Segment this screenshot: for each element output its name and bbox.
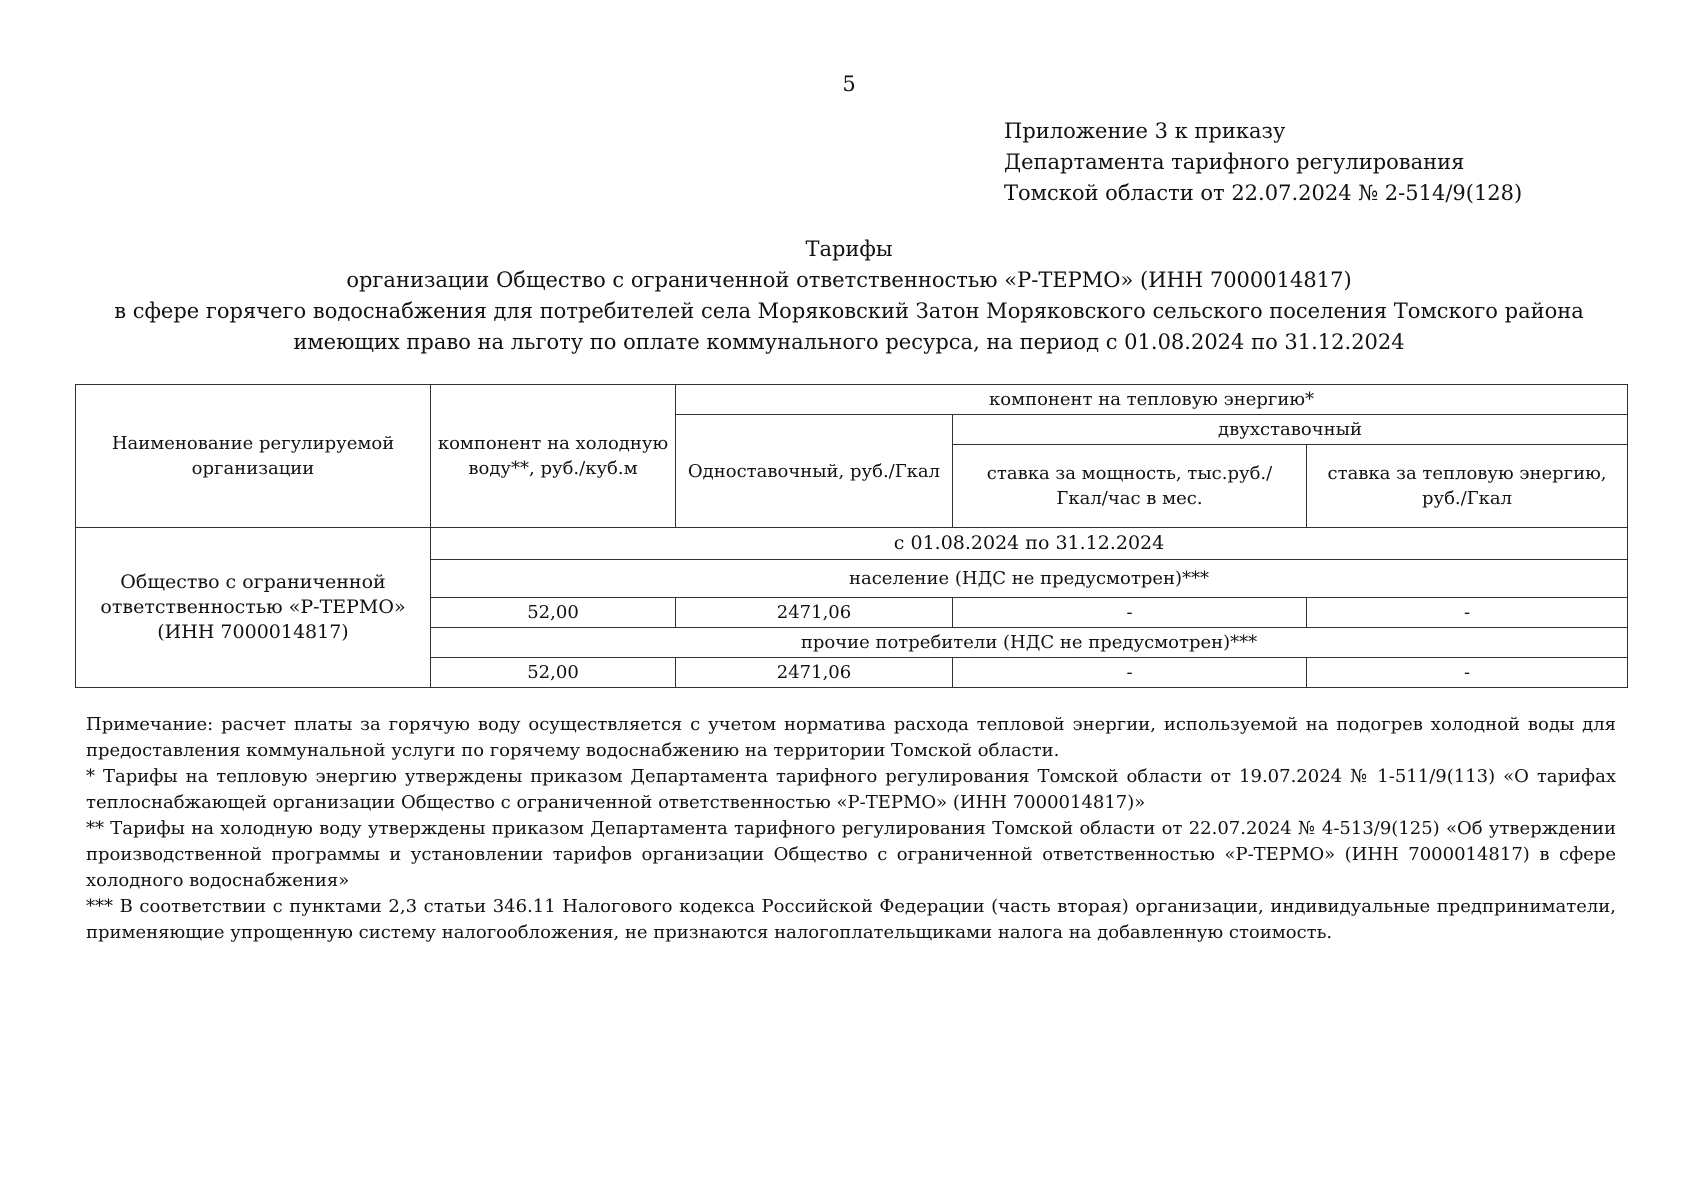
organization-cell: Общество с ограниченной ответственностью «Р-ТЕРМО» (ИНН 7000014817) (76, 528, 431, 688)
footnotes (86, 712, 1616, 946)
header-row (76, 385, 1628, 415)
appendix-line: Департамента тарифного регулирования (1004, 150, 1465, 174)
header-org-name: Наименование регулируемой организации (76, 385, 431, 528)
header-cold-water: компонент на холодную воду**, руб./куб.м (431, 385, 676, 528)
document-title (0, 234, 1698, 358)
title-heading: Тарифы (805, 237, 893, 261)
title-line: имеющих право на льготу по оплате коммунального ресурса, на период с 01.08.2024 по 31.12.2024 (293, 330, 1405, 354)
capacity-rate-value: - (953, 658, 1307, 688)
footnote-paragraph: *** В соответствии с пунктами 2,3 статьи 346.11 Налогового кодекса Российской Федерации (часть вторая) организации, индивидуальные предприниматели, применяющие упрощенную систему налогообложения, не признаются налогоплательщиками налога на добавленную стоимость. (86, 896, 1616, 943)
cold-water-value: 52,00 (431, 598, 676, 628)
header-two-part: двухставочный (953, 415, 1628, 445)
header-energy-rate: ставка за тепловую энергию, руб./Гкал (1307, 445, 1628, 528)
header-single-rate: Одноставочный, руб./Гкал (676, 415, 953, 528)
note-paragraph: Примечание: расчет платы за горячую воду осуществляется с учетом норматива расхода тепловой энергии, используемой на подогрев холодной воды для предоставления коммунальной услуги по горячему водоснабжению на территории Томской области. (86, 714, 1616, 761)
period-row (76, 528, 1628, 560)
footnote-paragraph: ** Тарифы на холодную воду утверждены приказом Департамента тарифного регулирования Томской области от 22.07.2024 № 4-513/9(125) «Об утверждении производственной программы и установлении тарифов организации Общество с ограниченной ответственностью «Р-ТЕРМО» (ИНН 7000014817) в сфере холодного водоснабжения» (86, 818, 1616, 891)
footnote-paragraph: * Тарифы на тепловую энергию утверждены приказом Департамента тарифного регулирования Томской области от 19.07.2024 № 1-511/9(113) «О тарифах теплоснабжающей организации Общество с ограниченной ответственностью «Р-ТЕРМО» (ИНН 7000014817)» (86, 766, 1616, 813)
appendix-reference (1004, 116, 1522, 209)
group-label: население (НДС не предусмотрен)*** (431, 560, 1628, 598)
energy-rate-value: - (1307, 658, 1628, 688)
header-heat-component: компонент на тепловую энергию* (676, 385, 1628, 415)
appendix-line: Томской области от 22.07.2024 № 2-514/9(128) (1004, 181, 1523, 205)
single-rate-value: 2471,06 (676, 598, 953, 628)
capacity-rate-value: - (953, 598, 1307, 628)
tariff-table (75, 384, 1628, 688)
period-cell: с 01.08.2024 по 31.12.2024 (431, 528, 1628, 560)
title-line: организации Общество с ограниченной ответственностью «Р-ТЕРМО» (ИНН 7000014817) (346, 268, 1352, 292)
group-label: прочие потребители (НДС не предусмотрен)*** (431, 628, 1628, 658)
title-line: в сфере горячего водоснабжения для потребителей села Моряковский Затон Моряковского сельского поселения Томского района (114, 299, 1584, 323)
page-number: 5 (842, 72, 856, 96)
cold-water-value: 52,00 (431, 658, 676, 688)
header-capacity-rate: ставка за мощность, тыс.руб./ Гкал/час в мес. (953, 445, 1307, 528)
single-rate-value: 2471,06 (676, 658, 953, 688)
appendix-line: Приложение 3 к приказу (1004, 119, 1286, 143)
energy-rate-value: - (1307, 598, 1628, 628)
